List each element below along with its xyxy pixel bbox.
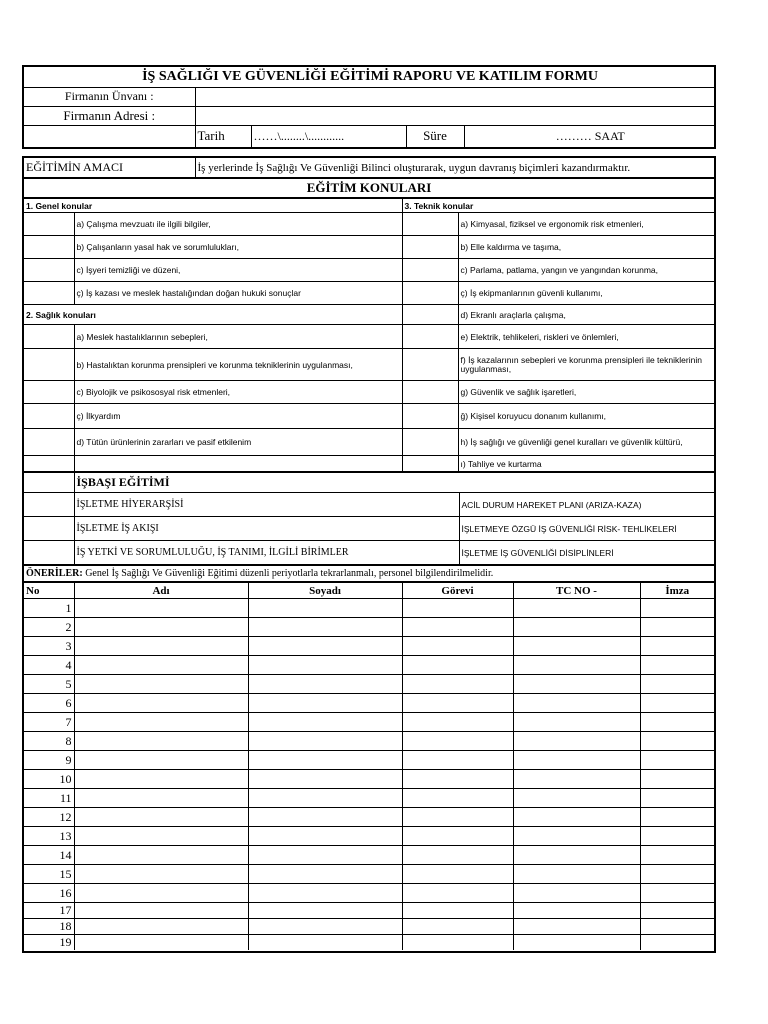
technical-item-c: c) Parlama, patlama, yangın ve yangından korunma, [458, 259, 714, 282]
onjob-training-title: İŞBAŞI EĞİTİMİ [74, 473, 714, 493]
surname-field[interactable] [248, 599, 402, 618]
tc-no-field[interactable] [513, 827, 640, 846]
table-row [24, 675, 714, 694]
surname-field[interactable] [248, 618, 402, 637]
technical-d-check[interactable] [402, 305, 458, 325]
column-header-signature: İmza [640, 583, 714, 599]
signature-field[interactable] [640, 618, 714, 637]
form-title: İŞ SAĞLIĞI VE GÜVENLİĞİ EĞİTİMİ RAPORU VE KATILIM FORMU [24, 67, 716, 87]
surname-field[interactable] [248, 713, 402, 732]
signature-field[interactable] [640, 732, 714, 751]
table-row [24, 713, 714, 732]
general-item-b: b) Çalışanların yasal hak ve sorumlulukları, [74, 236, 402, 259]
onjob-right-1: ACİL DURUM HAREKET PLANI (ARIZA-KAZA) [459, 493, 714, 517]
row-number: 5 [24, 675, 74, 694]
table-row [24, 808, 714, 827]
technical-g-check[interactable] [402, 381, 458, 404]
name-field[interactable] [74, 935, 248, 951]
table-row [24, 656, 714, 675]
suggestions-row [24, 566, 714, 582]
surname-field[interactable] [248, 770, 402, 789]
technical-item-g: g) Güvenlik ve sağlık işaretleri, [458, 381, 714, 404]
signature-field[interactable] [640, 694, 714, 713]
health-cc-check[interactable] [24, 404, 74, 429]
health-item-d: d) Tütün ürünlerinin zararları ve pasif etkilenim [74, 429, 402, 456]
attendance-table [24, 582, 714, 950]
general-a-check[interactable] [24, 213, 74, 236]
signature-field[interactable] [640, 935, 714, 951]
blank-cell [24, 473, 74, 493]
row-number: 10 [24, 770, 74, 789]
role-field[interactable] [402, 808, 513, 827]
signature-field[interactable] [640, 846, 714, 865]
role-field[interactable] [402, 732, 513, 751]
row-number: 6 [24, 694, 74, 713]
table-row [24, 599, 714, 618]
technical-b-check[interactable] [402, 236, 458, 259]
name-field[interactable] [74, 656, 248, 675]
surname-field[interactable] [248, 846, 402, 865]
technical-gg-check[interactable] [402, 404, 458, 429]
column-header-no: No [24, 583, 74, 599]
health-b-check[interactable] [24, 349, 74, 381]
main-section [22, 156, 716, 953]
surname-field[interactable] [248, 884, 402, 903]
technical-topics-title: 3. Teknik konular [402, 199, 714, 213]
name-field[interactable] [74, 675, 248, 694]
tc-no-field[interactable] [513, 732, 640, 751]
onjob-left-2: İŞLETME İŞ AKIŞI [74, 517, 459, 541]
signature-field[interactable] [640, 713, 714, 732]
firm-name-label: Firmanın Ünvanı : [24, 87, 195, 106]
role-field[interactable] [402, 865, 513, 884]
technical-item-e: e) Elektrik, tehlikeleri, riskleri ve önlemleri, [458, 325, 714, 349]
tc-no-field[interactable] [513, 656, 640, 675]
onjob-1-check[interactable] [24, 493, 74, 517]
surname-field[interactable] [248, 751, 402, 770]
general-item-cc: ç) İş kazası ve meslek hastalığından doğan hukuki sonuçlar [74, 282, 402, 305]
health-c-check[interactable] [24, 381, 74, 404]
technical-c-check[interactable] [402, 259, 458, 282]
duration-label: Süre [406, 125, 464, 147]
onjob-left-3: İŞ YETKİ VE SORUMLULUĞU, İŞ TANIMI, İLGİLİ BİRİMLER [74, 541, 459, 565]
health-a-check[interactable] [24, 325, 74, 349]
health-item-b: b) Hastalıktan korunma prensipleri ve korunma tekniklerinin uygulanması, [74, 349, 402, 381]
signature-field[interactable] [640, 770, 714, 789]
table-row [24, 694, 714, 713]
surname-field[interactable] [248, 675, 402, 694]
row-number: 1 [24, 599, 74, 618]
health-item-c: c) Biyolojik ve psikososyal risk etmenleri, [74, 381, 402, 404]
technical-a-check[interactable] [402, 213, 458, 236]
table-row [24, 865, 714, 884]
table-row [24, 903, 714, 919]
role-field[interactable] [402, 884, 513, 903]
name-field[interactable] [74, 713, 248, 732]
role-field[interactable] [402, 770, 513, 789]
name-field[interactable] [74, 865, 248, 884]
health-item-cc: ç) İlkyardım [74, 404, 402, 429]
onjob-left-1: İŞLETME HİYERARŞİSİ [74, 493, 459, 517]
row-number: 15 [24, 865, 74, 884]
suggestions-label: ÖNERİLER: [26, 568, 83, 579]
row-number: 3 [24, 637, 74, 656]
tc-no-field[interactable] [513, 713, 640, 732]
tc-no-field[interactable] [513, 884, 640, 903]
technical-item-b: b) Elle kaldırma ve taşıma, [458, 236, 714, 259]
purpose-text: İş yerlerinde İş Sağlığı Ve Güvenliği Bilinci oluşturarak, uygun davranış biçimleri kazandırmaktır. [195, 158, 714, 178]
role-field[interactable] [402, 935, 513, 951]
blank-cell [24, 125, 195, 147]
technical-item-h: h) İş sağlığı ve güvenliği genel kuralları ve güvenlik kültürü, [458, 429, 714, 456]
signature-field[interactable] [640, 656, 714, 675]
surname-field[interactable] [248, 865, 402, 884]
tc-no-field[interactable] [513, 751, 640, 770]
health-d-check[interactable] [24, 429, 74, 456]
row-number: 17 [24, 903, 74, 919]
signature-field[interactable] [640, 789, 714, 808]
technical-item-cc: ç) İş ekipmanlarının güvenli kullanımı, [458, 282, 714, 305]
signature-field[interactable] [640, 827, 714, 846]
signature-field[interactable] [640, 751, 714, 770]
firm-address-label: Firmanın Adresi : [24, 106, 195, 125]
table-row [24, 751, 714, 770]
surname-field[interactable] [248, 694, 402, 713]
surname-field[interactable] [248, 732, 402, 751]
tc-no-field[interactable] [513, 903, 640, 919]
technical-i-check[interactable] [402, 456, 458, 472]
row-number: 19 [24, 935, 74, 951]
column-header-name: Adı [74, 583, 248, 599]
technical-h-check[interactable] [402, 429, 458, 456]
role-field[interactable] [402, 827, 513, 846]
signature-field[interactable] [640, 884, 714, 903]
column-header-surname: Soyadı [248, 583, 402, 599]
surname-field[interactable] [248, 903, 402, 919]
signature-field[interactable] [640, 599, 714, 618]
role-field[interactable] [402, 618, 513, 637]
health-topics-title: 2. Sağlık konuları [24, 305, 402, 325]
general-cc-check[interactable] [24, 282, 74, 305]
surname-field[interactable] [248, 827, 402, 846]
row-number: 11 [24, 789, 74, 808]
name-field[interactable] [74, 599, 248, 618]
topics-heading: EĞİTİM KONULARI [24, 179, 714, 198]
table-row [24, 919, 714, 935]
date-label: Tarih [195, 125, 251, 147]
name-field[interactable] [74, 789, 248, 808]
table-row [24, 935, 714, 951]
row-number: 18 [24, 919, 74, 935]
role-field[interactable] [402, 903, 513, 919]
name-field[interactable] [74, 637, 248, 656]
name-field[interactable] [74, 618, 248, 637]
name-field[interactable] [74, 751, 248, 770]
general-b-check[interactable] [24, 236, 74, 259]
role-field[interactable] [402, 789, 513, 808]
technical-cc-check[interactable] [402, 282, 458, 305]
table-row [24, 770, 714, 789]
tc-no-field[interactable] [513, 599, 640, 618]
onjob-2-check[interactable] [24, 517, 74, 541]
row-number: 12 [24, 808, 74, 827]
tc-no-field[interactable] [513, 770, 640, 789]
name-field[interactable] [74, 827, 248, 846]
name-field[interactable] [74, 903, 248, 919]
name-field[interactable] [74, 884, 248, 903]
technical-item-i: ı) Tahliye ve kurtarma [458, 456, 714, 472]
tc-no-field[interactable] [513, 846, 640, 865]
health-item-a: a) Meslek hastalıklarının sebepleri, [74, 325, 402, 349]
role-field[interactable] [402, 637, 513, 656]
technical-f-check[interactable] [402, 349, 458, 381]
role-field[interactable] [402, 751, 513, 770]
name-field[interactable] [74, 770, 248, 789]
suggestions-text: Genel İş Sağlığı Ve Güvenliği Eğitimi düzenli periyotlarla tekrarlanmalı, personel bilgilendirilmelidir. [82, 568, 494, 579]
surname-field[interactable] [248, 808, 402, 827]
general-item-a: a) Çalışma mevzuatı ile ilgili bilgiler, [74, 213, 402, 236]
name-field[interactable] [74, 694, 248, 713]
purpose-label: EĞİTİMİN AMACI [24, 158, 195, 178]
surname-field[interactable] [248, 656, 402, 675]
row-number: 14 [24, 846, 74, 865]
date-field[interactable]: ……\........\............ [251, 125, 406, 147]
header-section [22, 65, 716, 149]
tc-no-field[interactable] [513, 935, 640, 951]
onjob-3-check[interactable] [24, 541, 74, 565]
surname-field[interactable] [248, 637, 402, 656]
table-row [24, 637, 714, 656]
signature-field[interactable] [640, 919, 714, 935]
name-field[interactable] [74, 919, 248, 935]
row-number: 7 [24, 713, 74, 732]
row-number: 9 [24, 751, 74, 770]
firm-address-field[interactable] [195, 106, 716, 125]
firm-name-field[interactable] [195, 87, 716, 106]
column-header-role: Görevi [402, 583, 513, 599]
technical-item-gg: ğ) Kişisel koruyucu donanım kullanımı, [458, 404, 714, 429]
row-number: 8 [24, 732, 74, 751]
technical-e-check[interactable] [402, 325, 458, 349]
blank-cell [74, 456, 402, 472]
name-field[interactable] [74, 808, 248, 827]
tc-no-field[interactable] [513, 694, 640, 713]
signature-field[interactable] [640, 903, 714, 919]
table-row [24, 618, 714, 637]
role-field[interactable] [402, 919, 513, 935]
duration-field[interactable]: ……… SAAT [464, 125, 716, 147]
surname-field[interactable] [248, 919, 402, 935]
tc-no-field[interactable] [513, 808, 640, 827]
role-field[interactable] [402, 713, 513, 732]
row-number: 4 [24, 656, 74, 675]
tc-no-field[interactable] [513, 618, 640, 637]
table-row [24, 732, 714, 751]
row-number: 2 [24, 618, 74, 637]
signature-field[interactable] [640, 675, 714, 694]
onjob-right-3: İŞLETME İŞ GÜVENLİĞİ DİSİPLİNLERİ [459, 541, 714, 565]
signature-field[interactable] [640, 865, 714, 884]
column-header-tc-no: TC NO - [513, 583, 640, 599]
table-row [24, 789, 714, 808]
name-field[interactable] [74, 732, 248, 751]
table-row [24, 884, 714, 903]
surname-field[interactable] [248, 935, 402, 951]
general-topics-title: 1. Genel konular [24, 199, 402, 213]
technical-item-a: a) Kimyasal, fiziksel ve ergonomik risk etmenleri, [458, 213, 714, 236]
general-c-check[interactable] [24, 259, 74, 282]
name-field[interactable] [74, 846, 248, 865]
blank-cell [24, 456, 74, 472]
tc-no-field[interactable] [513, 637, 640, 656]
table-row [24, 846, 714, 865]
general-item-c: c) İşyeri temizliği ve düzeni, [74, 259, 402, 282]
technical-item-f: f) İş kazalarının sebepleri ve korunma prensipleri ile tekniklerinin uygulanması, [458, 349, 714, 381]
signature-field[interactable] [640, 637, 714, 656]
role-field[interactable] [402, 846, 513, 865]
table-row [24, 827, 714, 846]
technical-item-d: d) Ekranlı araçlarla çalışma, [458, 305, 714, 325]
tc-no-field[interactable] [513, 865, 640, 884]
tc-no-field[interactable] [513, 789, 640, 808]
tc-no-field[interactable] [513, 919, 640, 935]
signature-field[interactable] [640, 808, 714, 827]
row-number: 13 [24, 827, 74, 846]
surname-field[interactable] [248, 789, 402, 808]
role-field[interactable] [402, 656, 513, 675]
role-field[interactable] [402, 599, 513, 618]
tc-no-field[interactable] [513, 675, 640, 694]
row-number: 16 [24, 884, 74, 903]
role-field[interactable] [402, 694, 513, 713]
role-field[interactable] [402, 675, 513, 694]
onjob-right-2: İŞLETMEYE ÖZGÜ İŞ GÜVENLİĞİ RİSK- TEHLİKELERİ [459, 517, 714, 541]
